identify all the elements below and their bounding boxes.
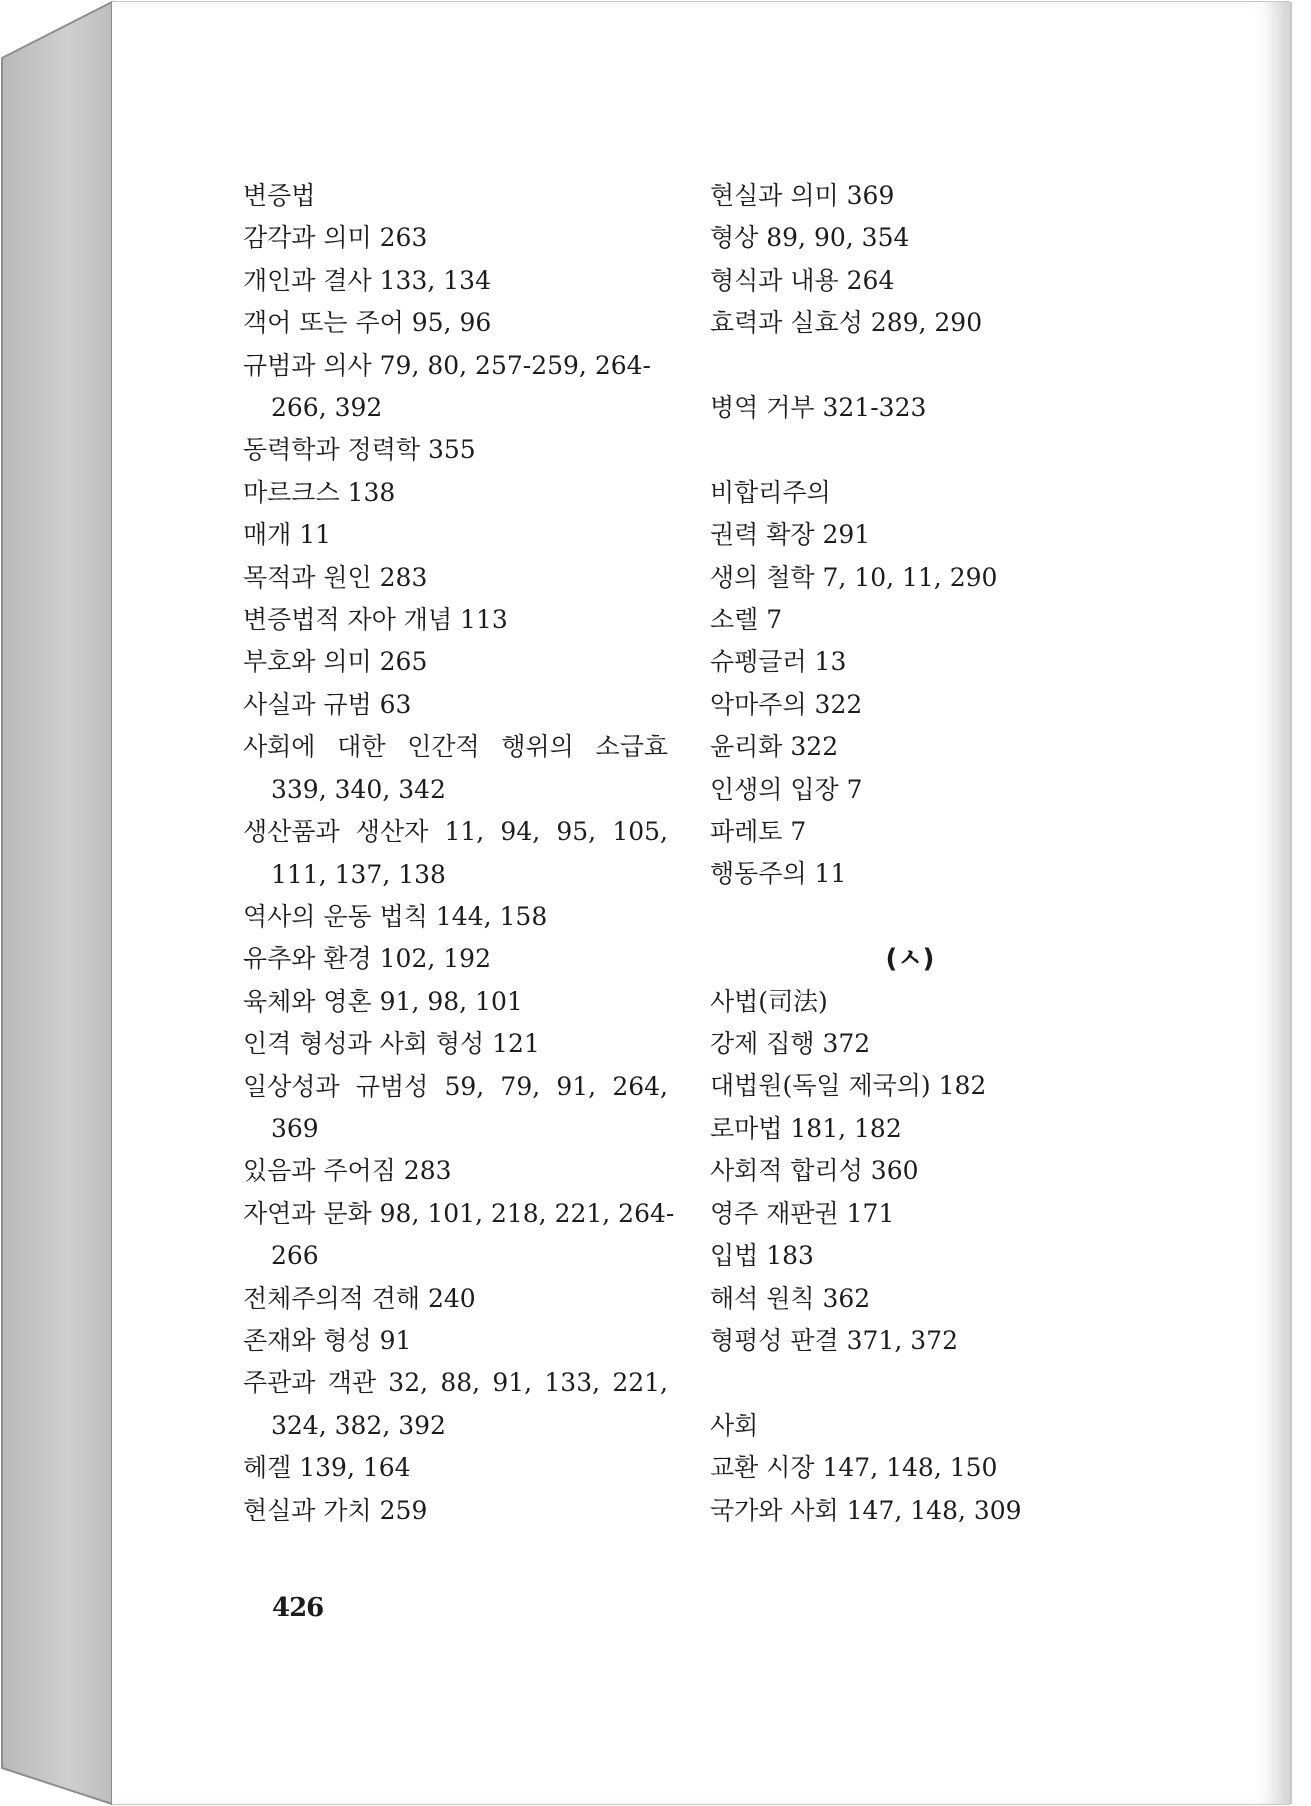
index-entry: 전체주의적 견해 240 [243, 1283, 476, 1313]
index-entry: 형평성 판결 371, 372 [710, 1325, 958, 1355]
index-entry: 사회 [710, 1410, 759, 1440]
index-entry: 부호와 의미 265 [243, 647, 428, 677]
index-entry: 영주 재판권 171 [710, 1198, 895, 1228]
index-entry: 생의 철학 7, 10, 11, 290 [710, 562, 998, 592]
index-entry: 로마법 181, 182 [710, 1113, 902, 1143]
index-entry: 동력학과 정력학 355 [243, 435, 476, 465]
index-entry: 인생의 입장 7 [710, 774, 863, 804]
index-entry: 국가와 사회 147, 148, 309 [710, 1495, 1022, 1525]
page-number: 426 [272, 1593, 324, 1623]
index-entry: 슈펭글러 13 [710, 647, 847, 677]
index-entry: 교환 시장 147, 148, 150 [710, 1453, 998, 1483]
index-entry: 대법원(독일 제국의) 182 [710, 1071, 987, 1101]
index-entry: 주관과 객관 32, 88, 91, 133, 221, [243, 1368, 668, 1398]
index-entry: 111, 137, 138 [271, 859, 446, 889]
index-entry: 효력과 실효성 289, 290 [710, 308, 983, 338]
index-entry: 369 [271, 1113, 319, 1143]
index-entry: 339, 340, 342 [271, 774, 446, 804]
index-entry: 형상 89, 90, 354 [710, 223, 910, 253]
index-entry: 자연과 문화 98, 101, 218, 221, 264- [243, 1198, 675, 1228]
index-entry: 소렐 7 [710, 605, 783, 635]
index-entry: 목적과 원인 283 [243, 562, 428, 592]
index-entry: 권력 확장 291 [710, 520, 871, 550]
index-entry: 매개 11 [243, 520, 332, 550]
index-entry: 현실과 의미 369 [710, 181, 895, 210]
index-entry: 해석 원칙 362 [710, 1283, 871, 1313]
index-entry: 역사의 운동 법칙 144, 158 [243, 901, 548, 931]
index-entry: 개인과 결사 133, 134 [243, 265, 491, 295]
index-entry: 사회적 합리성 360 [710, 1156, 919, 1186]
index-entry: 헤겔 139, 164 [243, 1453, 411, 1483]
index-entry: 266, 392 [271, 393, 383, 423]
index-entry: 형식과 내용 264 [710, 265, 895, 295]
index-entry: 현실과 가치 259 [243, 1495, 428, 1525]
section-gap [710, 345, 1110, 387]
section-gap [710, 429, 1110, 471]
index-entry: 육체와 영혼 91, 98, 101 [243, 986, 523, 1016]
index-entry: 객어 또는 주어 95, 96 [243, 308, 492, 338]
index-entry: 파레토 7 [710, 817, 807, 847]
index-entry: 악마주의 322 [710, 689, 863, 719]
index-entry: 324, 382, 392 [271, 1410, 446, 1440]
index-entry: 사회에 대한 인간적 행위의 소급효 [243, 732, 668, 762]
index-entry: 생산품과 생산자 11, 94, 95, 105, [243, 817, 668, 847]
section-gap [710, 896, 1110, 938]
index-entry: 존재와 형성 91 [243, 1325, 412, 1355]
index-entry: 인격 형성과 사회 형성 121 [243, 1029, 540, 1059]
index-entry: 변증법 [243, 181, 316, 210]
index-entry: 일상성과 규범성 59, 79, 91, 264, [243, 1071, 668, 1101]
index-entry: 있음과 주어짐 283 [243, 1156, 452, 1186]
index-entry: 유추와 환경 102, 192 [243, 944, 491, 974]
index-entry: 윤리화 322 [710, 732, 839, 762]
index-entry: 266 [271, 1241, 319, 1271]
index-entry: 입법 183 [710, 1241, 814, 1271]
index-entry: 강제 집행 372 [710, 1029, 871, 1059]
index-entry: 변증법적 자아 개념 113 [243, 605, 508, 635]
index-entry: 사실과 규범 63 [243, 689, 412, 719]
index-entry: 마르크스 138 [243, 477, 396, 507]
section-heading: (ㅅ) [885, 944, 935, 975]
index-entry: 사법(司法) [710, 986, 828, 1016]
index-right-column [710, 175, 1110, 1532]
index-entry: 규범과 의사 79, 80, 257-259, 264- [243, 350, 651, 380]
section-gap [710, 1362, 1110, 1404]
index-entry: 감각과 의미 263 [243, 223, 428, 253]
index-left-column [243, 175, 675, 1532]
index-entry: 비합리주의 [710, 477, 831, 507]
index-entry: 행동주의 11 [710, 859, 847, 889]
index-entry: 병역 거부 321-323 [710, 393, 927, 423]
